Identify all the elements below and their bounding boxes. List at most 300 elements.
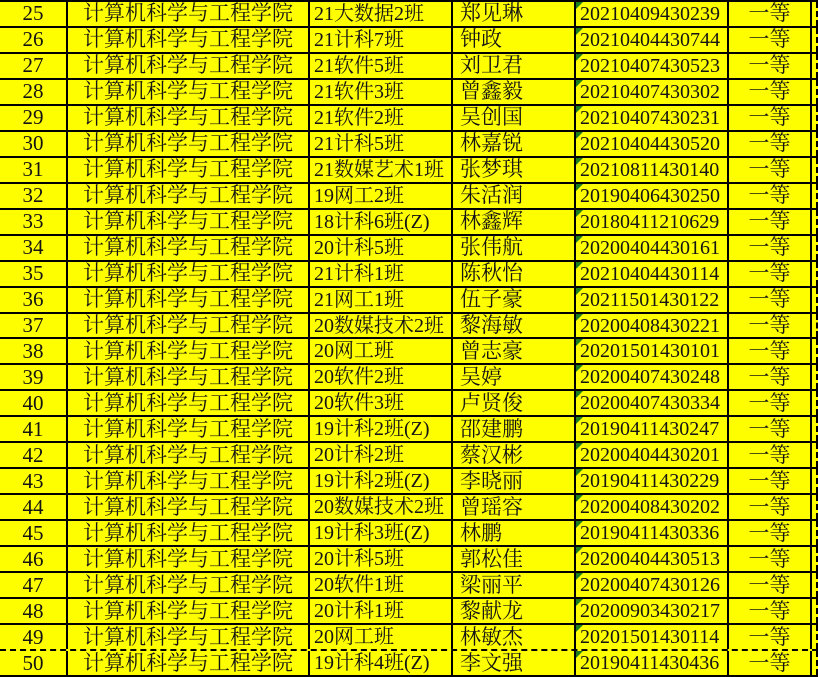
grade-label: 一等	[748, 157, 791, 182]
college-cell[interactable]	[68, 158, 310, 182]
grade-cell[interactable]	[729, 651, 812, 675]
adjacent-empty-cell[interactable]	[812, 184, 818, 208]
student-id: 20200404430161	[580, 236, 720, 259]
student-name-cell[interactable]	[453, 573, 576, 597]
row-number: 26	[22, 27, 44, 52]
grade-cell[interactable]	[729, 469, 812, 493]
row-number-cell[interactable]	[0, 210, 68, 234]
number-stored-as-text-indicator-icon	[576, 521, 583, 528]
student-name-cell[interactable]	[453, 339, 576, 363]
adjacent-empty-cell[interactable]	[812, 547, 818, 571]
grade-cell[interactable]	[729, 547, 812, 571]
student-id-cell[interactable]	[576, 495, 729, 519]
row-number-cell[interactable]	[0, 651, 68, 675]
college-name: 计算机科学与工程学院	[83, 339, 293, 363]
student-name: 陈秋怡	[460, 261, 523, 286]
adjacent-empty-cell[interactable]	[812, 573, 818, 597]
student-id-cell[interactable]	[576, 547, 729, 571]
college-name: 计算机科学与工程学院	[83, 79, 293, 104]
student-id: 20201501430114	[580, 626, 720, 649]
college-cell[interactable]	[68, 288, 310, 312]
college-name: 计算机科学与工程学院	[83, 521, 293, 545]
class-name: 20网工班	[314, 340, 394, 363]
student-id-cell[interactable]	[576, 28, 729, 52]
grade-cell[interactable]	[729, 80, 812, 104]
student-name: 林敏杰	[460, 625, 523, 649]
student-name-cell[interactable]	[453, 547, 576, 571]
grade-cell[interactable]	[729, 391, 812, 415]
student-name-cell[interactable]	[453, 521, 576, 545]
student-name-cell[interactable]	[453, 495, 576, 519]
student-name: 黎献龙	[460, 599, 523, 623]
college-cell[interactable]	[68, 521, 310, 545]
row-number-cell[interactable]	[0, 236, 68, 260]
student-name: 黎海敏	[460, 313, 523, 337]
class-name: 21软件3班	[314, 80, 404, 103]
student-name-cell[interactable]	[453, 443, 576, 467]
row-number-cell[interactable]	[0, 365, 68, 389]
row-number-cell[interactable]	[0, 262, 68, 286]
adjacent-empty-cell[interactable]	[812, 106, 818, 130]
college-cell[interactable]	[68, 184, 310, 208]
student-name-cell[interactable]	[453, 651, 576, 675]
grade-cell[interactable]	[729, 521, 812, 545]
adjacent-empty-cell[interactable]	[812, 469, 818, 493]
row-number-cell[interactable]	[0, 521, 68, 545]
student-id-cell[interactable]	[576, 106, 729, 130]
adjacent-empty-cell[interactable]	[812, 521, 818, 545]
adjacent-empty-cell[interactable]	[812, 625, 818, 649]
student-id: 20190411430229	[580, 470, 720, 493]
grade-cell[interactable]	[729, 236, 812, 260]
row-number: 40	[22, 391, 44, 415]
grade-label: 一等	[748, 53, 791, 78]
college-cell[interactable]	[68, 599, 310, 623]
class-name: 20软件2班	[314, 366, 404, 389]
adjacent-empty-cell[interactable]	[812, 495, 818, 519]
student-name-cell[interactable]	[453, 262, 576, 286]
student-name-cell[interactable]	[453, 210, 576, 234]
class-name: 19计科2班(Z)	[314, 418, 430, 441]
number-stored-as-text-indicator-icon	[576, 625, 583, 632]
college-cell[interactable]	[68, 625, 310, 649]
adjacent-empty-cell[interactable]	[812, 80, 818, 104]
number-stored-as-text-indicator-icon	[576, 80, 583, 87]
college-cell[interactable]	[68, 210, 310, 234]
adjacent-empty-cell[interactable]	[812, 599, 818, 623]
class-name: 20计科5班	[314, 236, 404, 259]
class-cell[interactable]	[310, 599, 453, 623]
adjacent-empty-cell[interactable]	[812, 651, 818, 675]
college-cell[interactable]	[68, 28, 310, 52]
college-cell[interactable]	[68, 651, 310, 675]
grade-label: 一等	[748, 599, 791, 623]
student-name: 李文强	[460, 651, 523, 675]
row-number-cell[interactable]	[0, 28, 68, 52]
student-id: 20190411430247	[580, 418, 720, 441]
student-name-cell[interactable]	[453, 28, 576, 52]
college-cell[interactable]	[68, 80, 310, 104]
college-cell[interactable]	[68, 54, 310, 78]
row-number: 49	[22, 625, 44, 649]
student-name-cell[interactable]	[453, 106, 576, 130]
grade-cell[interactable]	[729, 54, 812, 78]
grade-label: 一等	[748, 313, 791, 337]
college-name: 计算机科学与工程学院	[83, 365, 293, 389]
table-row	[0, 443, 818, 469]
college-name: 计算机科学与工程学院	[83, 469, 293, 493]
college-name: 计算机科学与工程学院	[83, 53, 293, 78]
class-name: 19计科4班(Z)	[314, 652, 430, 674]
adjacent-empty-cell[interactable]	[812, 54, 818, 78]
row-number-cell[interactable]	[0, 2, 68, 26]
student-name: 李晓丽	[460, 469, 523, 493]
class-cell[interactable]	[310, 2, 453, 26]
student-id-cell[interactable]	[576, 184, 729, 208]
student-name: 钟政	[460, 27, 502, 52]
adjacent-empty-cell[interactable]	[812, 417, 818, 441]
number-stored-as-text-indicator-icon	[576, 262, 583, 269]
row-number: 43	[22, 469, 44, 493]
class-name: 20软件3班	[314, 392, 404, 415]
class-cell[interactable]	[310, 521, 453, 545]
student-name-cell[interactable]	[453, 599, 576, 623]
student-id: 20200407430334	[580, 392, 720, 415]
table-row	[0, 158, 818, 184]
row-number: 50	[22, 651, 44, 675]
student-name-cell[interactable]	[453, 469, 576, 493]
student-name-cell[interactable]	[453, 288, 576, 312]
class-name: 21大数据2班	[314, 2, 424, 25]
grade-cell[interactable]	[729, 495, 812, 519]
row-number-cell[interactable]	[0, 80, 68, 104]
student-name-cell[interactable]	[453, 314, 576, 338]
student-id: 20210404430744	[580, 28, 720, 51]
table-row	[0, 469, 818, 495]
college-name: 计算机科学与工程学院	[83, 443, 293, 467]
class-cell[interactable]	[310, 625, 453, 649]
college-name: 计算机科学与工程学院	[83, 625, 293, 649]
class-cell[interactable]	[310, 417, 453, 441]
table-row	[0, 80, 818, 106]
row-number-cell[interactable]	[0, 106, 68, 130]
student-name: 曾瑶容	[460, 495, 523, 519]
row-number-cell[interactable]	[0, 547, 68, 571]
adjacent-empty-cell[interactable]	[812, 158, 818, 182]
row-number-cell[interactable]	[0, 573, 68, 597]
grade-cell[interactable]	[729, 443, 812, 467]
table-row	[0, 573, 818, 599]
class-name: 19计科3班(Z)	[314, 522, 430, 545]
class-name: 21软件2班	[314, 106, 404, 129]
class-cell[interactable]	[310, 106, 453, 130]
table-row	[0, 210, 818, 236]
table-row	[0, 599, 818, 625]
student-name-cell[interactable]	[453, 365, 576, 389]
row-number-cell[interactable]	[0, 625, 68, 649]
college-cell[interactable]	[68, 391, 310, 415]
number-stored-as-text-indicator-icon	[576, 2, 583, 9]
class-cell[interactable]	[310, 54, 453, 78]
college-name: 计算机科学与工程学院	[83, 235, 293, 260]
student-name: 林嘉锐	[460, 131, 523, 156]
college-cell[interactable]	[68, 443, 310, 467]
grade-cell[interactable]	[729, 339, 812, 363]
college-name: 计算机科学与工程学院	[83, 27, 293, 52]
class-name: 21计科5班	[314, 132, 404, 155]
college-cell[interactable]	[68, 469, 310, 493]
college-name: 计算机科学与工程学院	[83, 209, 293, 234]
row-number-cell[interactable]	[0, 417, 68, 441]
table-row	[0, 339, 818, 365]
student-name: 刘卫君	[460, 53, 523, 78]
row-number: 29	[22, 105, 44, 130]
class-cell[interactable]	[310, 495, 453, 519]
adjacent-empty-cell[interactable]	[812, 236, 818, 260]
student-id-cell[interactable]	[576, 54, 729, 78]
row-number: 25	[22, 2, 44, 26]
table-row	[0, 547, 818, 573]
table-row	[0, 54, 818, 80]
adjacent-empty-cell[interactable]	[812, 314, 818, 338]
grade-cell[interactable]	[729, 2, 812, 26]
class-cell[interactable]	[310, 365, 453, 389]
grade-cell[interactable]	[729, 625, 812, 649]
student-name-cell[interactable]	[453, 236, 576, 260]
class-cell[interactable]	[310, 262, 453, 286]
number-stored-as-text-indicator-icon	[576, 651, 583, 658]
student-id-cell[interactable]	[576, 599, 729, 623]
student-id-cell[interactable]	[576, 132, 729, 156]
grade-cell[interactable]	[729, 573, 812, 597]
college-cell[interactable]	[68, 106, 310, 130]
adjacent-empty-cell[interactable]	[812, 2, 818, 26]
class-cell[interactable]	[310, 236, 453, 260]
college-cell[interactable]	[68, 262, 310, 286]
grade-cell[interactable]	[729, 314, 812, 338]
student-id-cell[interactable]	[576, 314, 729, 338]
student-id-cell[interactable]	[576, 521, 729, 545]
college-cell[interactable]	[68, 495, 310, 519]
adjacent-empty-cell[interactable]	[812, 262, 818, 286]
row-number: 37	[22, 313, 44, 337]
adjacent-empty-cell[interactable]	[812, 443, 818, 467]
row-number: 27	[22, 53, 44, 78]
class-cell[interactable]	[310, 28, 453, 52]
college-cell[interactable]	[68, 339, 310, 363]
number-stored-as-text-indicator-icon	[576, 547, 583, 554]
class-cell[interactable]	[310, 314, 453, 338]
grade-cell[interactable]	[729, 132, 812, 156]
row-number-cell[interactable]	[0, 54, 68, 78]
class-name: 18计科6班(Z)	[314, 210, 430, 233]
adjacent-empty-cell[interactable]	[812, 132, 818, 156]
grade-label: 一等	[748, 651, 791, 675]
student-name: 曾鑫毅	[460, 79, 523, 104]
college-cell[interactable]	[68, 132, 310, 156]
row-number-cell[interactable]	[0, 599, 68, 623]
grade-cell[interactable]	[729, 158, 812, 182]
row-number-cell[interactable]	[0, 158, 68, 182]
student-id: 20210407430523	[580, 54, 720, 77]
class-name: 20计科5班	[314, 548, 404, 571]
number-stored-as-text-indicator-icon	[576, 106, 583, 113]
class-name: 21软件5班	[314, 54, 404, 77]
row-number: 46	[22, 547, 44, 571]
college-name: 计算机科学与工程学院	[83, 547, 293, 571]
grade-label: 一等	[748, 183, 791, 208]
row-number: 44	[22, 495, 44, 519]
student-id: 20200407430248	[580, 366, 720, 389]
grade-label: 一等	[748, 339, 791, 363]
student-id-cell[interactable]	[576, 158, 729, 182]
row-number-cell[interactable]	[0, 469, 68, 493]
student-id-cell[interactable]	[576, 443, 729, 467]
student-name-cell[interactable]	[453, 391, 576, 415]
grade-cell[interactable]	[729, 210, 812, 234]
student-id-cell[interactable]	[576, 210, 729, 234]
student-name-cell[interactable]	[453, 2, 576, 26]
college-name: 计算机科学与工程学院	[83, 183, 293, 208]
row-number: 35	[22, 261, 44, 286]
class-cell[interactable]	[310, 651, 453, 675]
grade-label: 一等	[748, 27, 791, 52]
row-number: 36	[22, 287, 44, 312]
class-cell[interactable]	[310, 80, 453, 104]
grade-cell[interactable]	[729, 28, 812, 52]
student-name: 蔡汉彬	[460, 443, 523, 467]
student-id-cell[interactable]	[576, 391, 729, 415]
number-stored-as-text-indicator-icon	[576, 314, 583, 321]
student-id-cell[interactable]	[576, 417, 729, 441]
student-name-cell[interactable]	[453, 417, 576, 441]
row-number: 47	[22, 573, 44, 597]
row-number: 38	[22, 339, 44, 363]
college-name: 计算机科学与工程学院	[83, 105, 293, 130]
row-number-cell[interactable]	[0, 288, 68, 312]
student-id: 20200407430126	[580, 574, 720, 597]
adjacent-empty-cell[interactable]	[812, 391, 818, 415]
student-id-cell[interactable]	[576, 288, 729, 312]
student-name: 曾志豪	[460, 339, 523, 363]
class-name: 21网工1班	[314, 288, 404, 311]
class-cell[interactable]	[310, 339, 453, 363]
class-cell[interactable]	[310, 443, 453, 467]
row-number-cell[interactable]	[0, 495, 68, 519]
student-name-cell[interactable]	[453, 625, 576, 649]
table-row	[0, 521, 818, 547]
class-cell[interactable]	[310, 132, 453, 156]
number-stored-as-text-indicator-icon	[576, 288, 583, 295]
class-cell[interactable]	[310, 288, 453, 312]
student-id-cell[interactable]	[576, 339, 729, 363]
grade-cell[interactable]	[729, 288, 812, 312]
row-number: 33	[22, 209, 44, 234]
student-id-cell[interactable]	[576, 80, 729, 104]
student-name-cell[interactable]	[453, 54, 576, 78]
grade-cell[interactable]	[729, 184, 812, 208]
student-id-cell[interactable]	[576, 469, 729, 493]
student-id: 20210404430114	[580, 262, 720, 285]
grade-cell[interactable]	[729, 262, 812, 286]
class-cell[interactable]	[310, 210, 453, 234]
student-id-cell[interactable]	[576, 2, 729, 26]
student-id-cell[interactable]	[576, 365, 729, 389]
row-number-cell[interactable]	[0, 339, 68, 363]
class-cell[interactable]	[310, 469, 453, 493]
college-cell[interactable]	[68, 2, 310, 26]
table-row	[0, 417, 818, 443]
row-number-cell[interactable]	[0, 132, 68, 156]
student-name: 朱活润	[460, 183, 523, 208]
class-cell[interactable]	[310, 573, 453, 597]
grade-label: 一等	[748, 573, 791, 597]
class-name: 21计科1班	[314, 262, 404, 285]
student-id: 20200408430221	[580, 314, 720, 337]
class-cell[interactable]	[310, 184, 453, 208]
adjacent-empty-cell[interactable]	[812, 288, 818, 312]
student-id: 20210407430231	[580, 106, 720, 129]
student-name-cell[interactable]	[453, 80, 576, 104]
student-id: 20190406430250	[580, 184, 720, 207]
row-number: 31	[22, 157, 44, 182]
adjacent-empty-cell[interactable]	[812, 365, 818, 389]
class-name: 21数媒艺术1班	[314, 158, 444, 181]
student-id-cell[interactable]	[576, 625, 729, 649]
adjacent-empty-cell[interactable]	[812, 210, 818, 234]
table-row	[0, 106, 818, 132]
grade-cell[interactable]	[729, 417, 812, 441]
class-cell[interactable]	[310, 391, 453, 415]
number-stored-as-text-indicator-icon	[576, 365, 583, 372]
college-cell[interactable]	[68, 573, 310, 597]
row-number-cell[interactable]	[0, 314, 68, 338]
grade-label: 一等	[748, 469, 791, 493]
grade-cell[interactable]	[729, 106, 812, 130]
student-name-cell[interactable]	[453, 158, 576, 182]
college-cell[interactable]	[68, 417, 310, 441]
adjacent-empty-cell[interactable]	[812, 28, 818, 52]
college-cell[interactable]	[68, 365, 310, 389]
student-id-cell[interactable]	[576, 651, 729, 675]
college-cell[interactable]	[68, 236, 310, 260]
grade-label: 一等	[748, 287, 791, 312]
college-cell[interactable]	[68, 547, 310, 571]
number-stored-as-text-indicator-icon	[576, 158, 583, 165]
row-number-cell[interactable]	[0, 443, 68, 467]
table-row	[0, 314, 818, 340]
college-name: 计算机科学与工程学院	[83, 599, 293, 623]
row-number-cell[interactable]	[0, 184, 68, 208]
table-row	[0, 28, 818, 54]
grade-label: 一等	[748, 495, 791, 519]
student-name-cell[interactable]	[453, 132, 576, 156]
student-name-cell[interactable]	[453, 184, 576, 208]
class-cell[interactable]	[310, 547, 453, 571]
student-id-cell[interactable]	[576, 573, 729, 597]
student-id-cell[interactable]	[576, 236, 729, 260]
student-id: 20201501430101	[580, 340, 720, 363]
student-id-cell[interactable]	[576, 262, 729, 286]
adjacent-empty-cell[interactable]	[812, 339, 818, 363]
college-name: 计算机科学与工程学院	[83, 391, 293, 415]
grade-cell[interactable]	[729, 599, 812, 623]
row-number-cell[interactable]	[0, 391, 68, 415]
grade-cell[interactable]	[729, 365, 812, 389]
number-stored-as-text-indicator-icon	[576, 184, 583, 191]
college-cell[interactable]	[68, 314, 310, 338]
class-cell[interactable]	[310, 158, 453, 182]
